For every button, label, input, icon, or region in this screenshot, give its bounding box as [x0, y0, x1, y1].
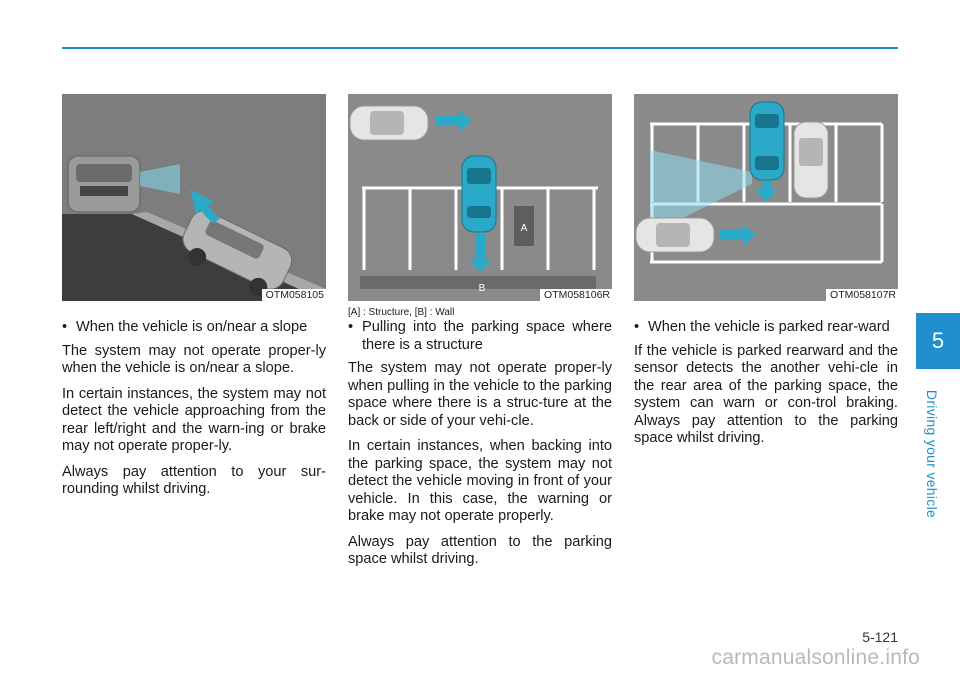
figure-code: OTM058106R: [540, 289, 612, 301]
figure-caption: [62, 307, 326, 319]
paragraph: In certain instances, when backing into the parking space, the system may not detect the vehicle moving in front of your vehicle. In this case, the warning or brake may not operate properly.: [348, 438, 612, 524]
figure-caption: [634, 307, 898, 319]
paragraph: Always pay attention to the parking space whilst driving.: [348, 533, 612, 567]
slope-illustration: [62, 94, 326, 301]
paragraph: In certain instances, the system may not detect the vehicle approaching from the rear left/right and the warn-ing or brake may not operate proper-ly.: [62, 385, 326, 454]
bullet-dot: •: [634, 319, 640, 335]
figure-structure: [348, 94, 612, 301]
bullet-item: [348, 319, 612, 354]
structure-illustration: [348, 94, 612, 301]
bullet-text: When the vehicle is parked rear-ward: [648, 319, 890, 335]
bullet-dot: •: [62, 319, 68, 335]
figure-code: OTM058105: [262, 289, 326, 301]
label-a: A: [520, 223, 528, 234]
bullet-text: When the vehicle is on/near a slope: [76, 319, 308, 335]
chapter-number-tab: 5: [916, 313, 960, 369]
chapter-title: [922, 374, 942, 534]
figure-rearward: [634, 94, 898, 301]
paragraph: The system may not operate proper-ly when the vehicle is on/near a slope.: [62, 342, 326, 376]
bullet-dot: •: [348, 319, 354, 335]
figure-code: OTM058107R: [826, 289, 898, 301]
bullet-text: Pulling into the parking space where there is a structure: [362, 319, 612, 353]
header-rule: [62, 47, 898, 49]
bullet-item: [634, 319, 898, 337]
column-slope: [62, 94, 326, 507]
chapter-title-text: Driving your vehicle: [924, 389, 940, 519]
paragraph: The system may not operate proper-ly when pulling in the vehicle to the parking space where there is a struc-ture at the back or side of your vehi-cle.: [348, 360, 612, 429]
column-structure: [348, 94, 612, 577]
paragraph: Always pay attention to your sur-rounding whilst driving.: [62, 463, 326, 497]
watermark: carmanualsonline.info: [711, 646, 920, 669]
paragraph: If the vehicle is parked rearward and the sensor detects the another vehi-cle in the rear area of the parking space, the system can warn or con-trol braking. Always pay attention to the parking space whilst driving.: [634, 342, 898, 446]
figure-slope: [62, 94, 326, 301]
figure-caption: [A] : Structure, [B] : Wall: [348, 307, 455, 318]
bullet-item: [62, 319, 326, 337]
page-number: 5-121: [862, 629, 898, 645]
column-rearward: [634, 94, 898, 456]
label-b: B: [478, 283, 486, 294]
rearward-illustration: [634, 94, 898, 301]
